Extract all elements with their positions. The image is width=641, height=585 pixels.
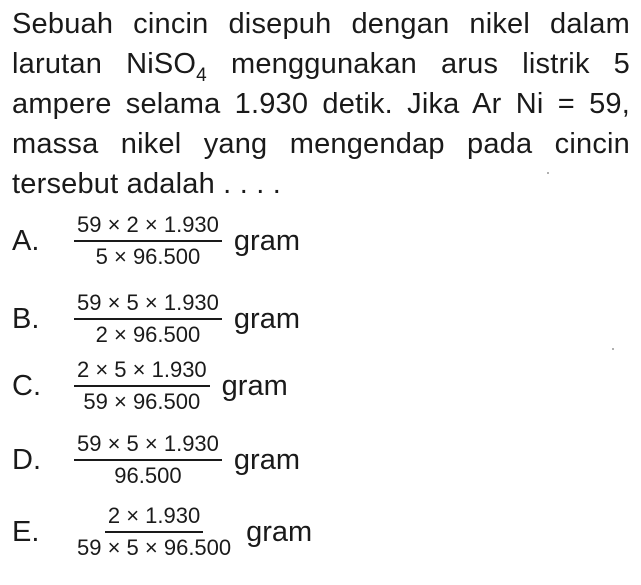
- option-a-denominator: 5 × 96.500: [95, 244, 201, 269]
- option-e-numerator: 2 × 1.930: [105, 503, 203, 533]
- option-a-letter: A.: [12, 224, 40, 257]
- question-part-1: Sebuah cincin disepuh dengan nikel dalam larutan NiSO: [12, 8, 630, 80]
- option-c-fraction: [74, 357, 210, 415]
- option-d-denominator: 96.500: [114, 463, 182, 488]
- option-b-numerator: 59 × 5 × 1.930: [74, 290, 222, 320]
- option-a[interactable]: [12, 210, 300, 272]
- option-e[interactable]: [12, 501, 312, 563]
- option-b-unit: gram: [233, 302, 300, 335]
- option-d[interactable]: [12, 429, 300, 491]
- option-e-unit: gram: [246, 515, 313, 548]
- option-c-numerator: 2 × 5 × 1.930: [74, 357, 210, 387]
- option-b-fraction: [74, 290, 222, 348]
- option-b[interactable]: [12, 288, 300, 350]
- scan-speck: [547, 172, 549, 174]
- option-c-denominator: 59 × 96.500: [83, 389, 201, 414]
- option-d-numerator: 59 × 5 × 1.930: [74, 431, 222, 461]
- option-b-letter: B.: [12, 302, 40, 335]
- option-a-fraction: [74, 212, 222, 270]
- scan-speck: [612, 348, 614, 350]
- question-text: [12, 4, 630, 204]
- option-d-letter: D.: [12, 443, 41, 476]
- option-d-fraction: [74, 431, 222, 489]
- question-part-2: menggunakan arus listrik 5 ampere selama 1.930 detik. Jika Ar Ni = 59, massa nikel yang mengendap pada cincin tersebut adalah . . . .: [12, 48, 630, 200]
- option-c-letter: C.: [12, 369, 41, 402]
- option-c-unit: gram: [221, 369, 288, 402]
- option-e-letter: E.: [12, 515, 40, 548]
- option-b-denominator: 2 × 96.500: [95, 322, 201, 347]
- option-e-denominator: 59 × 5 × 96.500: [77, 535, 232, 560]
- option-a-unit: gram: [233, 224, 300, 257]
- subscript-4: 4: [196, 65, 207, 86]
- option-e-fraction: [74, 503, 234, 561]
- option-a-numerator: 59 × 2 × 1.930: [74, 212, 222, 242]
- option-d-unit: gram: [233, 443, 300, 476]
- option-c[interactable]: [12, 355, 288, 417]
